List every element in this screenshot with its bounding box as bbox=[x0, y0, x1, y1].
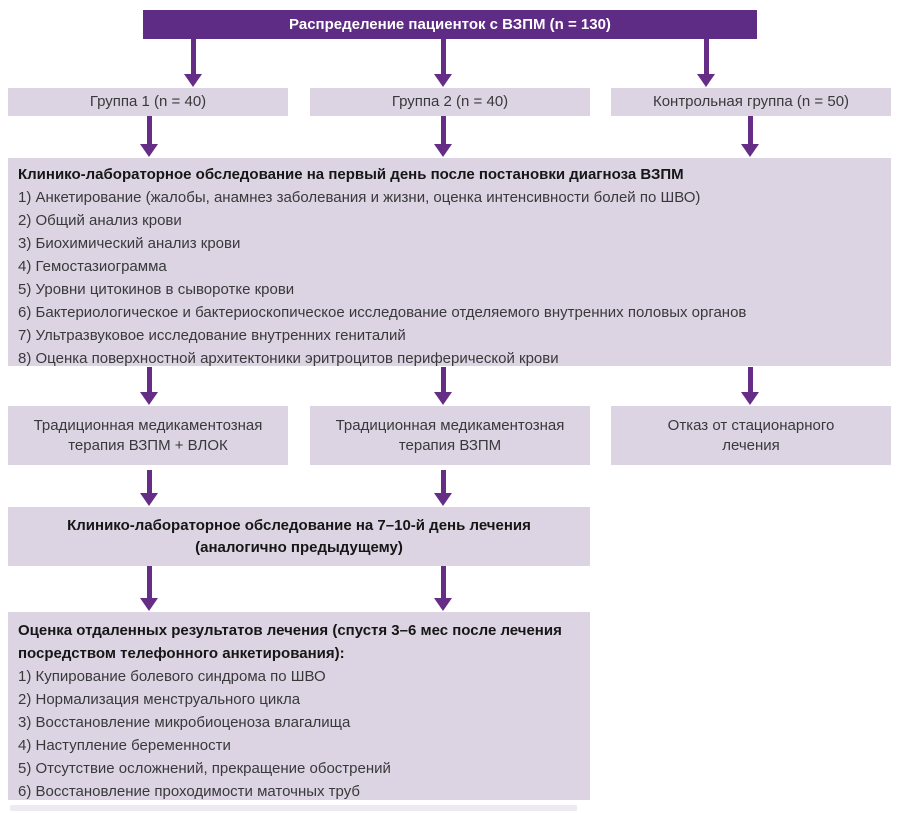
arrow-down-icon bbox=[697, 39, 715, 87]
node-outcome-evaluation bbox=[8, 612, 590, 800]
baseline-exam-item: 7) Ультразвуковое исследование внутренних гениталий bbox=[18, 327, 406, 344]
outcome-title: Оценка отдаленных результатов лечения (спустя 3–6 мес после лечения посредством телефонного анкетирования): bbox=[18, 622, 562, 662]
arrow-stem bbox=[748, 116, 753, 144]
node-group-1 bbox=[8, 88, 288, 116]
arrow-stem bbox=[147, 566, 152, 598]
node-group-2-label: Группа 2 (n = 40) bbox=[391, 93, 509, 110]
baseline-exam-item: 3) Биохимический анализ крови bbox=[18, 235, 241, 252]
arrow-down-icon bbox=[434, 566, 452, 611]
arrow-down-icon bbox=[741, 367, 759, 405]
node-control-group-label: Контрольная группа (n = 50) bbox=[652, 93, 850, 110]
arrow-stem bbox=[441, 367, 446, 392]
outcome-item: 2) Нормализация менструального цикла bbox=[18, 691, 301, 708]
node-followup-exam bbox=[8, 507, 590, 566]
followup-exam-line2: (аналогично предыдущему) bbox=[195, 538, 403, 556]
arrow-head bbox=[140, 493, 158, 506]
arrow-head bbox=[140, 144, 158, 157]
followup-exam-line1: Клинико-лабораторное обследование на 7–10-й день лечения bbox=[67, 516, 531, 534]
therapy-group-1-line1: Традиционная медикаментозная bbox=[33, 416, 263, 434]
node-refusal-of-treatment bbox=[611, 406, 891, 465]
arrow-stem bbox=[191, 39, 196, 74]
bottom-shadow-bar bbox=[10, 805, 577, 811]
baseline-exam-item: 1) Анкетирование (жалобы, анамнез заболевания и жизни, оценка интенсивности болей по ШВО) bbox=[18, 189, 701, 206]
arrow-stem bbox=[147, 367, 152, 392]
arrow-head bbox=[741, 144, 759, 157]
arrow-down-icon bbox=[140, 566, 158, 611]
outcome-item: 6) Восстановление проходимости маточных труб bbox=[18, 783, 360, 800]
arrow-stem bbox=[704, 39, 709, 74]
arrow-head bbox=[140, 392, 158, 405]
root-node-title: Распределение пациенток с ВЗПМ (n = 130) bbox=[289, 16, 611, 33]
arrow-head bbox=[184, 74, 202, 87]
baseline-exam-item: 5) Уровни цитокинов в сыворотке крови bbox=[18, 281, 295, 298]
outcome-item: 5) Отсутствие осложнений, прекращение обострений bbox=[18, 760, 391, 777]
therapy-group-2-line2: терапия ВЗПМ bbox=[398, 436, 502, 454]
outcome-item: 3) Восстановление микробиоценоза влагалища bbox=[18, 714, 351, 731]
arrow-head bbox=[434, 74, 452, 87]
node-group-2 bbox=[310, 88, 590, 116]
refusal-line1: Отказ от стационарного bbox=[667, 416, 835, 434]
arrow-stem bbox=[147, 470, 152, 493]
arrow-down-icon bbox=[184, 39, 202, 87]
arrow-head bbox=[697, 74, 715, 87]
arrow-down-icon bbox=[434, 39, 452, 87]
root-node-patient-distribution bbox=[143, 10, 757, 39]
arrow-stem bbox=[441, 566, 446, 598]
arrow-head bbox=[140, 598, 158, 611]
arrow-down-icon bbox=[434, 116, 452, 157]
node-group-1-label: Группа 1 (n = 40) bbox=[89, 93, 207, 110]
therapy-group-1-line2: терапия ВЗПМ + ВЛОК bbox=[68, 436, 228, 454]
baseline-exam-item: 8) Оценка поверхностной архитектоники эритроцитов периферической крови bbox=[18, 350, 559, 367]
node-baseline-exam bbox=[8, 158, 891, 366]
outcome-item: 4) Наступление беременности bbox=[18, 737, 231, 754]
baseline-exam-title: Клинико-лабораторное обследование на первый день после постановки диагноза ВЗПМ bbox=[18, 166, 684, 183]
outcome-item: 1) Купирование болевого синдрома по ШВО bbox=[18, 668, 326, 685]
arrow-head bbox=[434, 598, 452, 611]
refusal-line2: лечения bbox=[722, 436, 780, 454]
node-therapy-group-1 bbox=[8, 406, 288, 465]
arrow-head bbox=[434, 392, 452, 405]
node-therapy-group-2 bbox=[310, 406, 590, 465]
arrow-stem bbox=[748, 367, 753, 392]
arrow-down-icon bbox=[434, 367, 452, 405]
baseline-exam-item: 4) Гемостазиограмма bbox=[18, 258, 167, 275]
arrow-stem bbox=[147, 116, 152, 144]
arrow-down-icon bbox=[434, 470, 452, 506]
arrow-head bbox=[434, 144, 452, 157]
arrow-down-icon bbox=[140, 367, 158, 405]
arrow-stem bbox=[441, 116, 446, 144]
node-control-group bbox=[611, 88, 891, 116]
baseline-exam-item: 6) Бактериологическое и бактериоскопическое исследование отделяемого внутренних половых органов bbox=[18, 304, 747, 321]
arrow-down-icon bbox=[140, 470, 158, 506]
therapy-group-2-line1: Традиционная медикаментозная bbox=[335, 416, 565, 434]
arrow-down-icon bbox=[741, 116, 759, 157]
arrow-stem bbox=[441, 39, 446, 74]
baseline-exam-item: 2) Общий анализ крови bbox=[18, 212, 182, 229]
arrow-head bbox=[741, 392, 759, 405]
arrow-stem bbox=[441, 470, 446, 493]
arrow-down-icon bbox=[140, 116, 158, 157]
arrow-head bbox=[434, 493, 452, 506]
